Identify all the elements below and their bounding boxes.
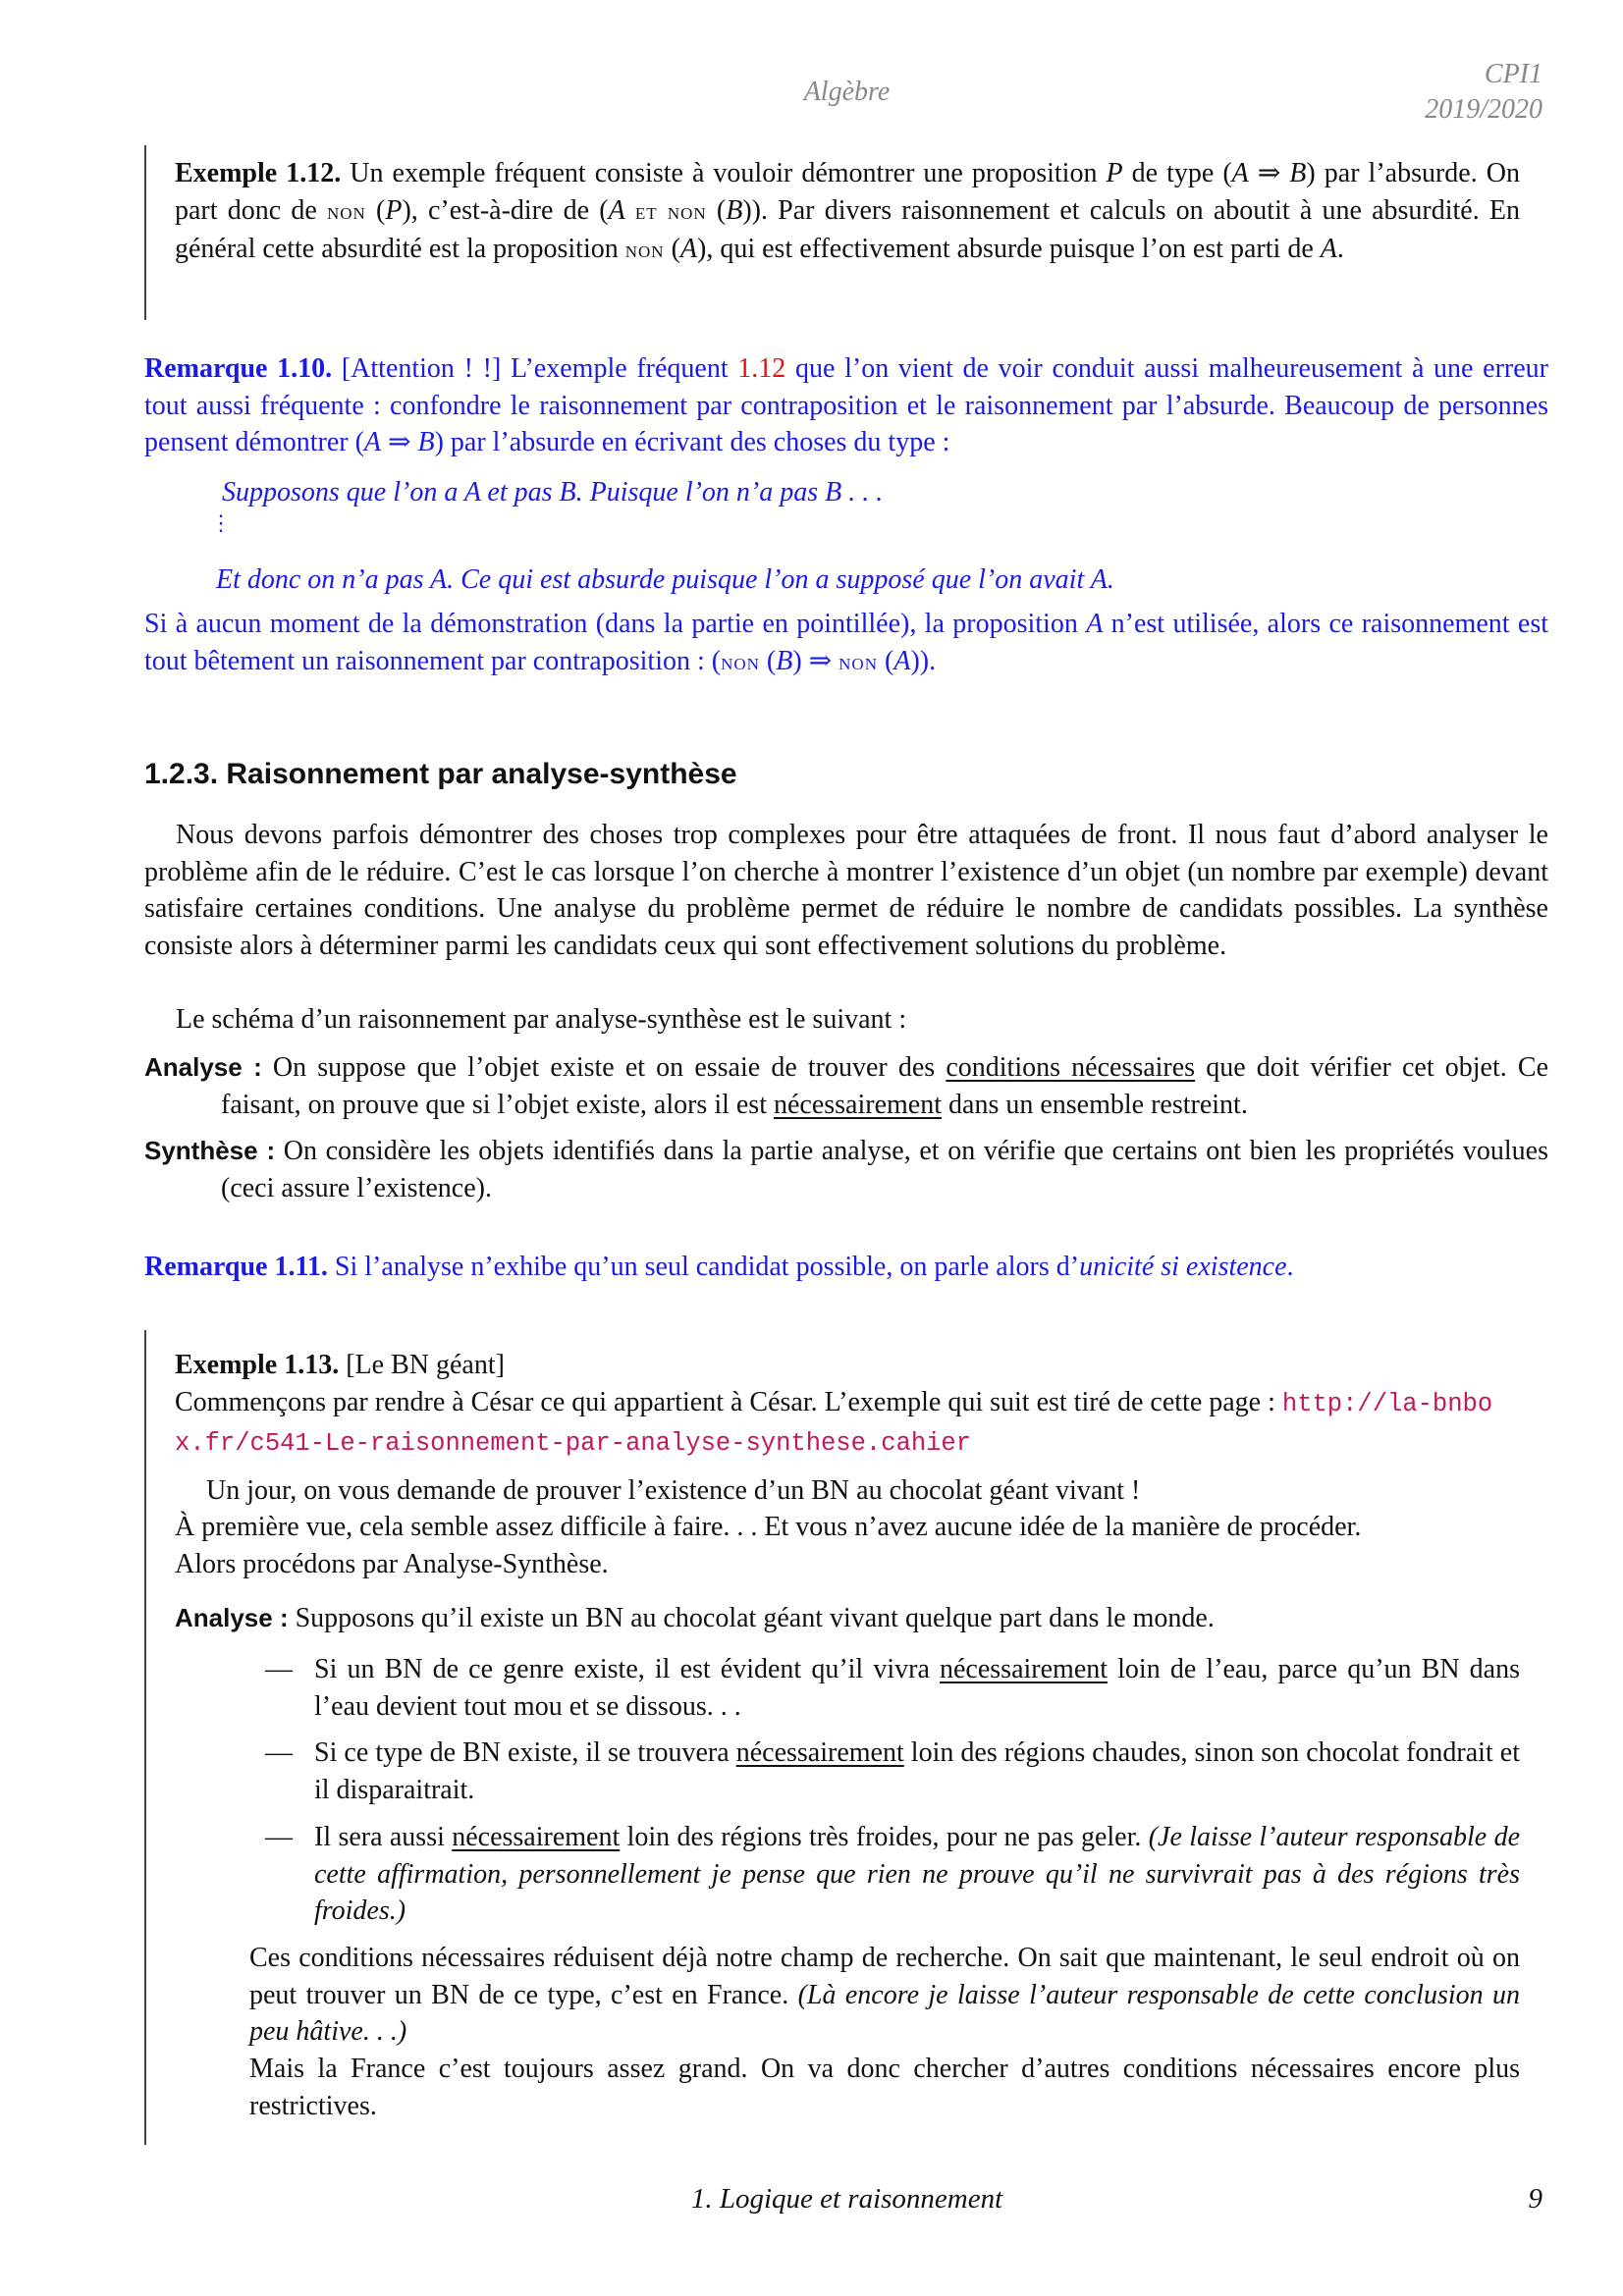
example-reference-link[interactable]: 1.12 (737, 353, 786, 384)
academic-year: 2019/2020 (1425, 94, 1542, 125)
remark-label: Remarque 1.10. (144, 353, 333, 384)
vertical-ellipsis: ⋮ (210, 510, 232, 535)
list-item: — Si un BN de ce genre existe, il est évident qu’il vivra nécessairement loin de l’eau, parce qu’un BN dans l’eau devient tout mou et se dissous. . . (265, 1654, 1520, 1722)
remark-1-10: Remarque 1.10. [Attention ! !] L’exemple fréquent 1.12 que l’on vient de voir conduit aussi malheureusement à une erreur tout aussi fréquente : confondre le raisonnement par contraposition et le raisonnement par l’absurde. Beaucoup de personnes pensent démontrer (A ⇒ B) par l’absurde en écrivant des choses du type : (144, 353, 1548, 457)
course-code: CPI1 (1484, 59, 1542, 89)
intro-paragraph: Nous devons parfois démontrer des choses trop complexes pour être attaquées de front. Il nous faut d’abord analyser le problème afin de le réduire. C’est le cas lorsque l’on cherche à montrer l’existence d’un objet (un nombre par exemple) devant satisfaire certaines conditions. Une analyse du problème permet de réduire le nombre de candidats possibles. La synthèse consiste alors à déterminer parmi les candidats ceux qui sont effectivement solutions du problème. (144, 820, 1548, 961)
remark-quote-line-2: Et donc on n’a pas A. Ce qui est absurde puisque l’on a supposé que l’on avait A. (216, 564, 1114, 595)
example-1-13-bar (144, 1330, 146, 2145)
example-1-13-conclusion: Ces conditions nécessaires réduisent déjà notre champ de recherche. On sait que maintenant, le seul endroit où on peut trouver un BN de ce type, c’est en France. (Là encore je laisse l’auteur responsable de cette conclusion un peu hâtive. . .) (249, 1943, 1520, 2047)
list-item: — Il sera aussi nécessairement loin des régions très froides, pour ne pas geler. (Je laisse l’auteur responsable de cette affirmation, personnellement je pense que rien ne prouve qu’il ne survivrait pas à des régions très froides.) (265, 1822, 1521, 1926)
analyse-label: Analyse : (144, 1052, 262, 1082)
running-header-right (1425, 57, 1542, 128)
footer-chapter: 1. Logique et raisonnement (690, 2183, 1003, 2215)
remark-quote-line-1: Supposons que l’on a A et pas B. Puisque l’on n’a pas B . . . (222, 477, 884, 507)
section-title: 1.2.3. Raisonnement par analyse-synthèse (144, 758, 737, 790)
example-1-12-bar (144, 145, 146, 320)
analyse-definition: Analyse : On suppose que l’objet existe et on essaie de trouver des conditions nécessaires que doit vérifier cet objet. Ce faisant, on prouve que si l’objet existe, alors il est nécessairement dans un ensemble restreint. (144, 1052, 1548, 1120)
analyse-label: Analyse : (175, 1603, 289, 1632)
example-1-13-p2: À première vue, cela semble assez difficile à faire. . . Et vous n’avez aucune idée de la manière de procéder. (175, 1512, 1362, 1542)
list-item: — Si ce type de BN existe, il se trouvera nécessairement loin des régions chaudes, sinon son chocolat fondrait et il disparaitrait. (265, 1737, 1520, 1805)
example-1-13-p3: Alors procédons par Analyse-Synthèse. (175, 1549, 609, 1579)
example-1-13-p1: Un jour, on vous demande de prouver l’existence d’un BN au chocolat géant vivant ! (206, 1475, 1141, 1506)
example-1-13-final: Mais la France c’est toujours assez grand. On va donc chercher d’autres conditions nécessaires encore plus restrictives. (249, 2054, 1520, 2121)
example-label: Exemple 1.13. (175, 1350, 340, 1380)
source-url-link[interactable]: http://la-bnbox.fr/c541-Le-raisonnement-par-analyse-synthese.cahier (175, 1390, 1493, 1458)
synthese-definition: Synthèse : On considère les objets identifiés dans la partie analyse, et on vérifie que certains ont bien les propriétés voulues (ceci assure l’existence). (144, 1136, 1548, 1203)
synthese-label: Synthèse : (144, 1136, 276, 1165)
example-1-13-credit: Commençons par rendre à César ce qui appartient à César. L’exemple qui suit est tiré de cette page : http://la-bnbox.fr/c541-Le-raisonnement-par-analyse-synthese.cahier (175, 1387, 1493, 1458)
page-number: 9 (1528, 2183, 1542, 2215)
remark-1-10-conclusion: Si à aucun moment de la démonstration (dans la partie en pointillée), la proposition A n’est utilisée, alors ce raisonnement est tout bêtement un raisonnement par contraposition : (non (B) ⇒ non (A)). (144, 609, 1549, 676)
running-header-title: Algèbre (803, 77, 891, 107)
example-1-13-analyse: Analyse : Supposons qu’il existe un BN au chocolat géant vivant quelque part dans le monde. (175, 1603, 1215, 1633)
scheme-intro: Le schéma d’un raisonnement par analyse-synthèse est le suivant : (176, 1004, 907, 1035)
example-1-12: Exemple 1.12. Un exemple fréquent consiste à vouloir démontrer une proposition P de type (A ⇒ B) par l’absurde. On part donc de non (P), c’est-à-dire de (A et non (B)). Par divers raisonnement et calculs on aboutit à une absurdité. En général cette absurdité est la proposition non (A), qui est effectivement absurde puisque l’on est parti de A. (175, 158, 1521, 264)
example-label: Exemple 1.12. (175, 158, 342, 188)
remark-1-11: Remarque 1.11. Si l’analyse n’exhibe qu’un seul candidat possible, on parle alors d’unicité si existence. (144, 1252, 1294, 1282)
example-1-13-heading: Exemple 1.13. [Le BN géant] (175, 1350, 505, 1380)
remark-label: Remarque 1.11. (144, 1252, 328, 1282)
